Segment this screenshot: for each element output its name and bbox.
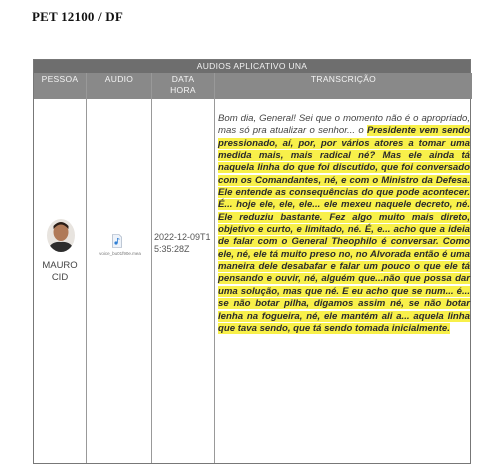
transcript-text (218, 113, 470, 335)
audio-datetime: 2022-12-09T15:35:28Z (154, 232, 211, 254)
header-data-hora: DATA HORA (152, 73, 214, 99)
person-name: MAURO CID (42, 260, 78, 283)
person-photo-icon (47, 219, 75, 252)
header-transcricao: TRANSCRIÇÃO (215, 73, 472, 99)
header-audio: AUDIO (87, 73, 151, 99)
transcript-highlight: Presidente vem sendo pressionado, aí, por, por vários atores a tomar uma medida mais, mais radical né? Mas ele ainda tá naquela linha do que foi discutido, que foi conversado com os Comandantes, né, e com o Ministro da Defesa. Ele entende as consequências do que pode acontecer. É... hoje ele, ele, ele... ele mexeu naquele decreto, né. Ele reduziu bastante. Fez algo muito mais direto, objetivo e curto, e limitado, né. É, e... acho que a ideia de falar com o General Theophilo é conversar. Como ele, né, ele tá muito preso no, no Alvorada então é uma maneira dele desabafar e falar um pouco o que ele tá pensando e ouvir, né, alguém que...não que possa dar uma solução, mas que né. E eu acho que se num... é... se não botar pilha, digamos assim né, se não botar lenha na fogueira, né, ele mantém ali a... aquela linha que tava sendo, que tá sendo tomada inicialmente. (218, 125, 470, 334)
document-reference: PET 12100 / DF (32, 9, 124, 24)
audio-table (33, 59, 471, 464)
transcript-intro: Bom dia, General! Sei que o momento não é o apropriado, mas só pra atualizar o senhor... o (218, 113, 470, 137)
column-divider (214, 73, 215, 463)
column-divider (86, 73, 87, 463)
header-pessoa: PESSOA (34, 73, 86, 99)
column-divider (151, 73, 152, 463)
audio-file-name[interactable]: voice_bu01f90e.mea (99, 251, 141, 256)
table-caption: AUDIOS APLICATIVO UNA (34, 60, 470, 73)
